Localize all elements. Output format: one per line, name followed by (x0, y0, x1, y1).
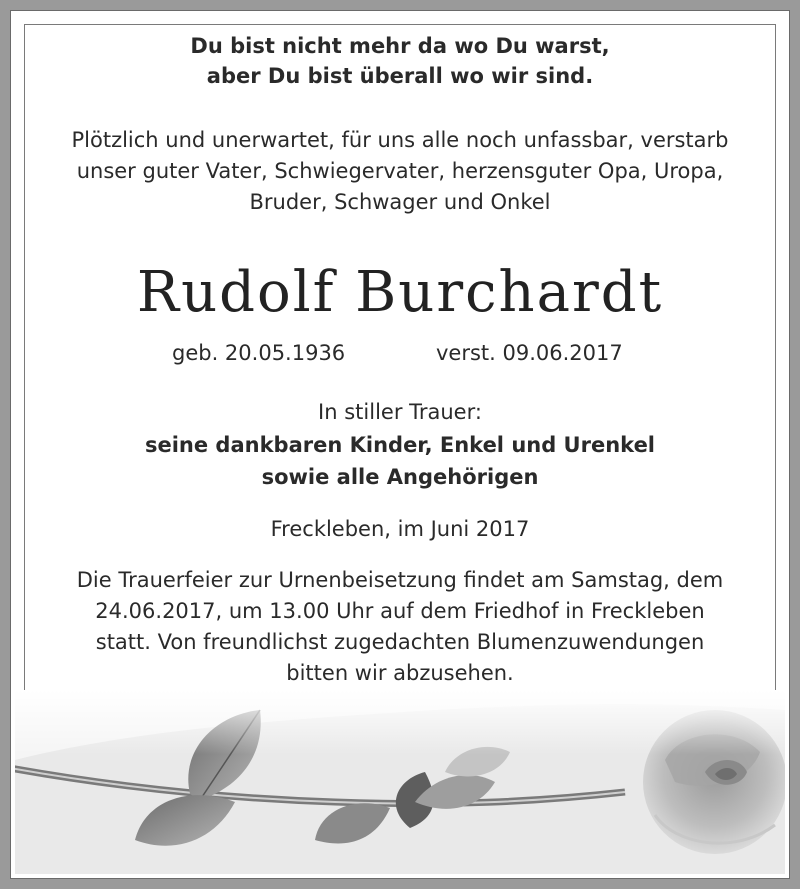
funeral-line-4: bitten wir abzusehen. (286, 661, 514, 685)
intro-line-2: unser guter Vater, Schwiegervater, herzensguter Opa, Uropa, (76, 159, 724, 183)
intro-line-3: Bruder, Schwager und Onkel (249, 190, 551, 214)
motto-line-1: Du bist nicht mehr da wo Du warst, (190, 34, 610, 58)
mourners-intro: In stiller Trauer: (318, 400, 482, 424)
mourners-line-1: seine dankbaren Kinder, Enkel und Urenkel (144, 433, 656, 457)
mourners-line-2: sowie alle Angehörigen (261, 465, 539, 489)
funeral-line-1: Die Trauerfeier zur Urnenbeisetzung findet am Samstag, dem (76, 568, 724, 592)
death-date: verst. 09.06.2017 (436, 341, 623, 365)
funeral-line-2: 24.06.2017, um 13.00 Uhr auf dem Friedhof in Freckleben (95, 599, 705, 623)
intro-line-1: Plötzlich und unerwartet, für uns alle noch unfassbar, verstarb (71, 128, 729, 152)
birth-date: geb. 20.05.1936 (172, 341, 346, 365)
place-date: Freckleben, im Juni 2017 (270, 517, 530, 541)
funeral-line-3: statt. Von freundlichst zugedachten Blumenzuwendungen (95, 630, 705, 654)
motto-line-2: aber Du bist überall wo wir sind. (206, 64, 594, 88)
deceased-name: Rudolf Burchardt (136, 260, 664, 325)
rose-illustration (15, 690, 785, 874)
